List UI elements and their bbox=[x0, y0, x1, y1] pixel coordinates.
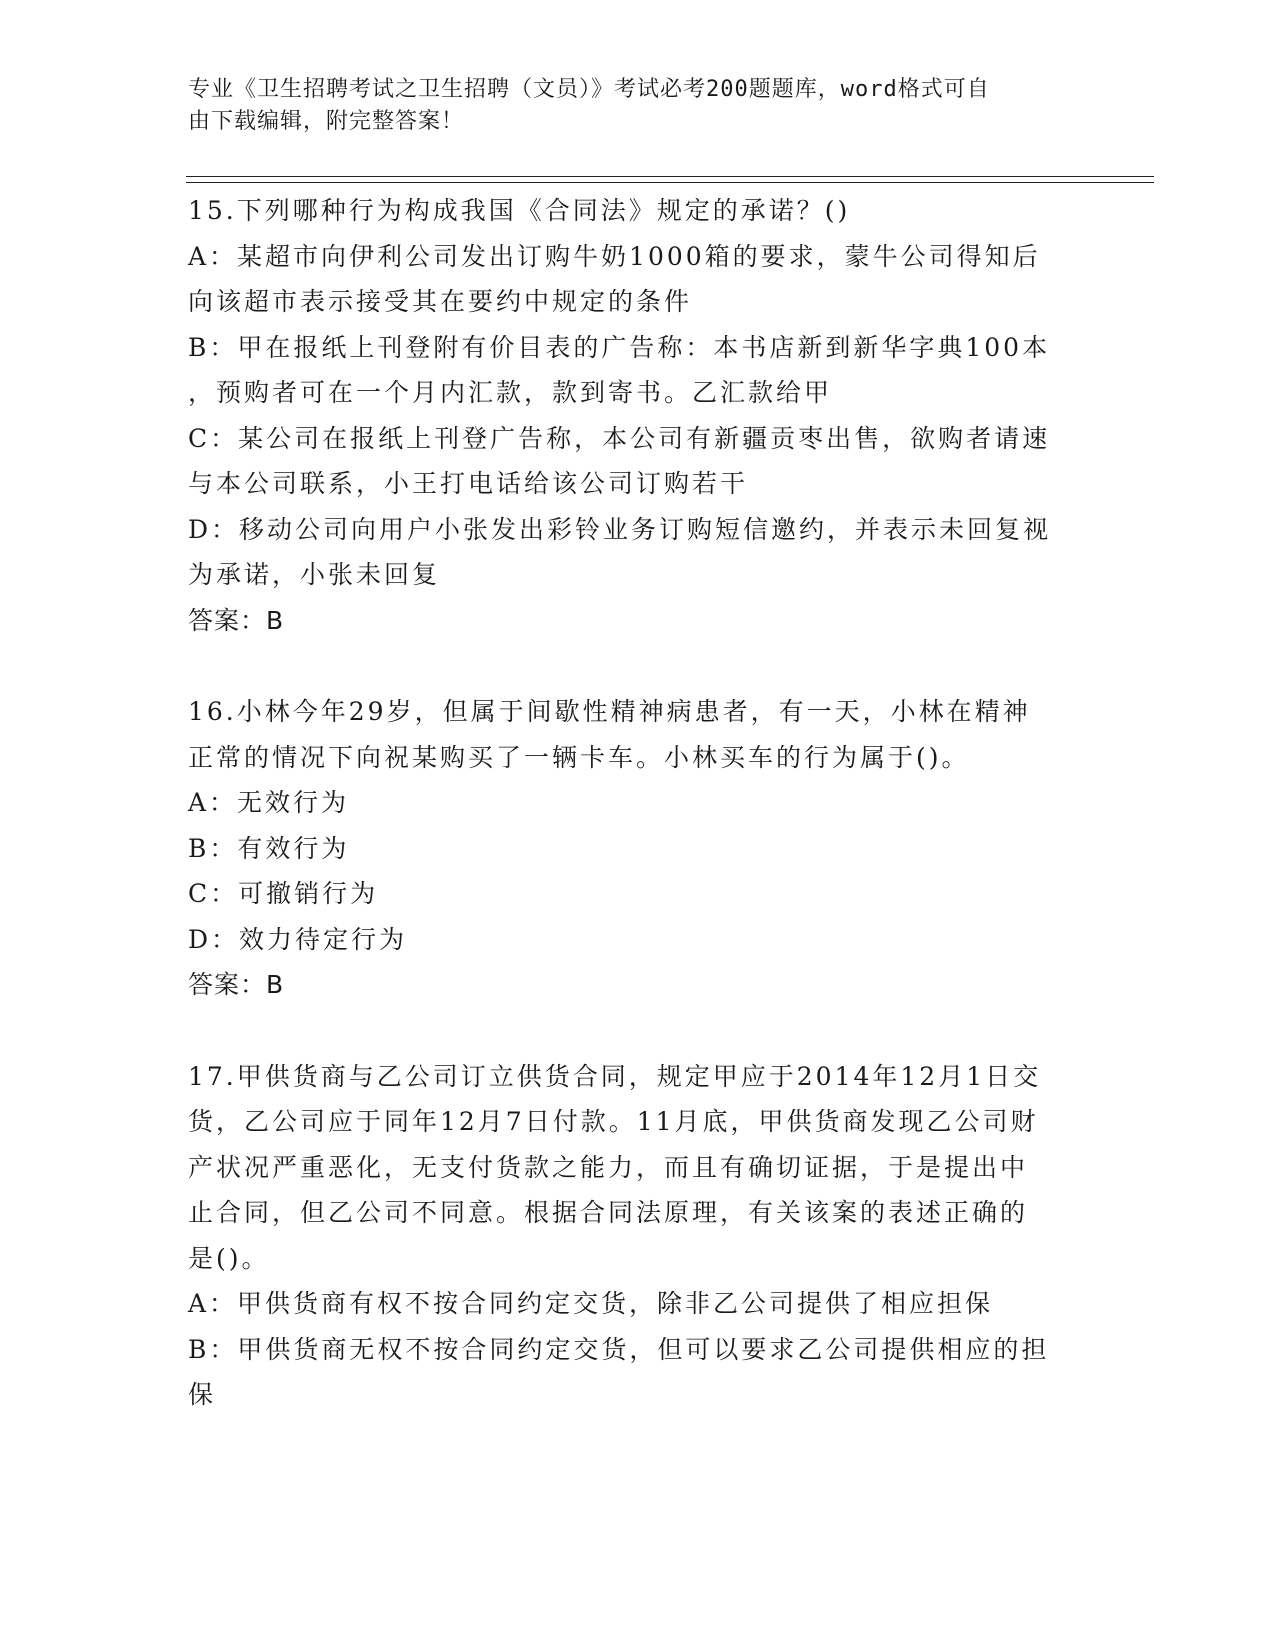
header-line-2: 由下载编辑，附完整答案！ bbox=[188, 109, 465, 134]
option-a-line: A：某超市向伊利公司发出订购牛奶1000箱的要求，蒙牛公司得知后 bbox=[188, 241, 1041, 271]
answer-label: 答案：B bbox=[188, 970, 285, 999]
question-line: 正常的情况下向祝某购买了一辆卡车。小林买车的行为属于()。 bbox=[188, 742, 970, 772]
question-list bbox=[188, 188, 1088, 1418]
question-line: 16.小林今年29岁，但属于间歇性精神病患者，有一天，小林在精神 bbox=[188, 697, 1031, 726]
spacer bbox=[188, 1008, 1088, 1054]
document-header bbox=[188, 74, 1068, 138]
spacer bbox=[188, 643, 1088, 689]
option-b-line: ，预购者可在一个月内汇款，款到寄书。乙汇款给甲 bbox=[188, 378, 833, 407]
option-d-line: D：效力待定行为 bbox=[188, 924, 408, 954]
option-d-line: D：移动公司向用户小张发出彩铃业务订购短信邀约，并表示未回复视 bbox=[188, 514, 1052, 544]
option-a-line: A：甲供货商有权不按合同约定交货，除非乙公司提供了相应担保 bbox=[188, 1289, 994, 1318]
header-line-1: 专业《卫生招聘考试之卫生招聘（文员）》考试必考200题题库，word格式可自 bbox=[188, 77, 990, 102]
question-17 bbox=[188, 1054, 1088, 1418]
option-a-line: A：无效行为 bbox=[188, 788, 350, 817]
question-15 bbox=[188, 188, 1088, 643]
question-line: 17.甲供货商与乙公司订立供货合同，规定甲应于2014年12月1日交 bbox=[188, 1061, 1042, 1091]
question-line: 是()。 bbox=[188, 1243, 270, 1273]
option-b-line: B：甲在报纸上刊登附有价目表的广告称：本书店新到新华字典100本 bbox=[188, 332, 1051, 362]
option-b-line: B：甲供货商无权不按合同约定交货，但可以要求乙公司提供相应的担 bbox=[188, 1334, 1050, 1364]
option-c-line: C：可撤销行为 bbox=[188, 879, 379, 908]
question-line: 货，乙公司应于同年12月7日付款。11月底，甲供货商发现乙公司财 bbox=[188, 1107, 1039, 1136]
option-a-line: 向该超市表示接受其在要约中规定的条件 bbox=[188, 287, 693, 316]
question-line: 15.下列哪种行为构成我国《合同法》规定的承诺？() bbox=[188, 196, 851, 225]
option-c-line: C：某公司在报纸上刊登广告称，本公司有新疆贡枣出售，欲购者请速 bbox=[188, 423, 1051, 453]
question-line: 止合同，但乙公司不同意。根据合同法原理，有关该案的表述正确的 bbox=[188, 1198, 1029, 1227]
option-d-line: 为承诺，小张未回复 bbox=[188, 560, 441, 589]
option-c-line: 与本公司联系，小王打电话给该公司订购若干 bbox=[188, 469, 749, 498]
question-16 bbox=[188, 689, 1088, 1008]
question-line: 产状况严重恶化，无支付货款之能力，而且有确切证据，于是提出中 bbox=[188, 1152, 1029, 1182]
option-b-line: B：有效行为 bbox=[188, 833, 350, 863]
option-b-line: 保 bbox=[188, 1380, 217, 1409]
header-divider-top bbox=[186, 176, 1154, 177]
header-divider-bottom bbox=[186, 182, 1154, 183]
answer-label: 答案：B bbox=[188, 605, 285, 635]
